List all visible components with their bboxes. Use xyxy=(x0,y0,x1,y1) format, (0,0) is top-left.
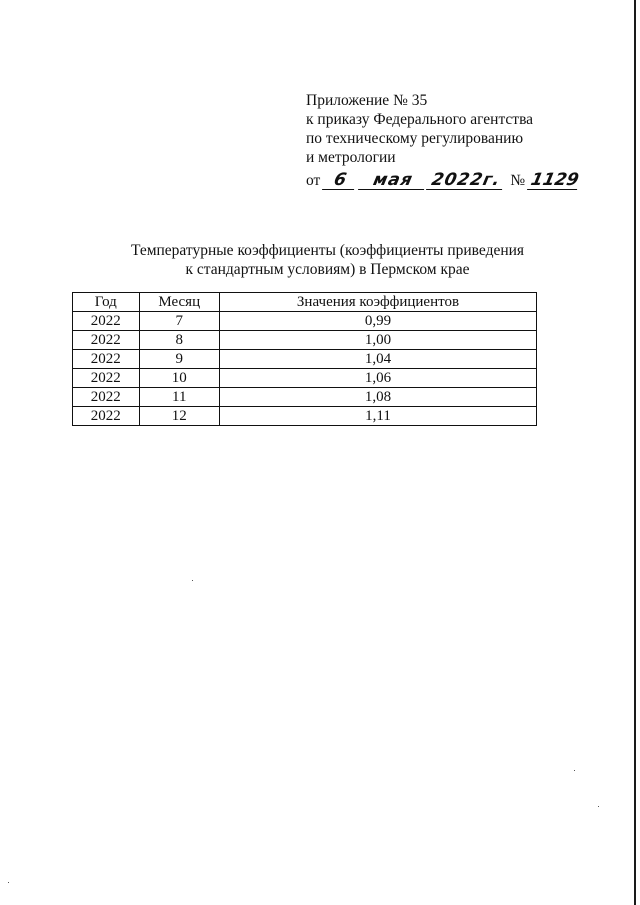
scan-speck xyxy=(574,770,575,771)
cell-month: 8 xyxy=(139,331,219,350)
cell-month: 9 xyxy=(139,350,219,369)
header-coefficient: Значения коэффициентов xyxy=(219,293,536,312)
cell-year: 2022 xyxy=(73,369,140,388)
table-row xyxy=(73,407,537,426)
cell-month: 11 xyxy=(139,388,219,407)
cell-month: 10 xyxy=(139,369,219,388)
document-title xyxy=(100,241,555,279)
appendix-header xyxy=(306,91,606,190)
title-line-1: Температурные коэффициенты (коэффициенты приведения xyxy=(130,242,525,259)
cell-coefficient: 0,99 xyxy=(219,312,536,331)
appendix-number: Приложение № 35 xyxy=(306,92,428,109)
title-line-2: к стандартным условиям) в Пермском крае xyxy=(185,261,470,278)
cell-month: 7 xyxy=(139,312,219,331)
table-header-row xyxy=(73,293,537,312)
order-reference: к приказу Федерального агентства xyxy=(306,111,534,128)
cell-coefficient: 1,06 xyxy=(219,369,536,388)
cell-year: 2022 xyxy=(73,388,140,407)
cell-coefficient: 1,00 xyxy=(219,331,536,350)
handwritten-month: мая xyxy=(358,171,428,190)
table-row xyxy=(73,369,537,388)
table-row xyxy=(73,350,537,369)
table-row xyxy=(73,312,537,331)
order-date-line xyxy=(306,168,606,190)
cell-coefficient: 1,08 xyxy=(219,388,536,407)
handwritten-day: 6 xyxy=(322,171,358,190)
scan-speck xyxy=(192,580,193,581)
from-label: от xyxy=(306,172,321,189)
metrology-line: и метрологии xyxy=(306,149,396,166)
header-year: Год xyxy=(73,293,140,312)
handwritten-order-number: 1129 xyxy=(529,170,581,190)
table-row xyxy=(73,331,537,350)
agency-line: по техническому регулированию xyxy=(306,130,524,147)
cell-year: 2022 xyxy=(73,350,140,369)
cell-month: 12 xyxy=(139,407,219,426)
scan-speck xyxy=(598,806,599,807)
cell-coefficient: 1,11 xyxy=(219,407,536,426)
header-month: Месяц xyxy=(139,293,219,312)
cell-coefficient: 1,04 xyxy=(219,350,536,369)
number-sign: № xyxy=(510,172,526,189)
cell-year: 2022 xyxy=(73,331,140,350)
cell-year: 2022 xyxy=(73,312,140,331)
scan-speck xyxy=(8,882,9,883)
table-row xyxy=(73,388,537,407)
handwritten-year: 2022г. xyxy=(426,171,506,190)
cell-year: 2022 xyxy=(73,407,140,426)
coefficients-table xyxy=(72,292,537,426)
